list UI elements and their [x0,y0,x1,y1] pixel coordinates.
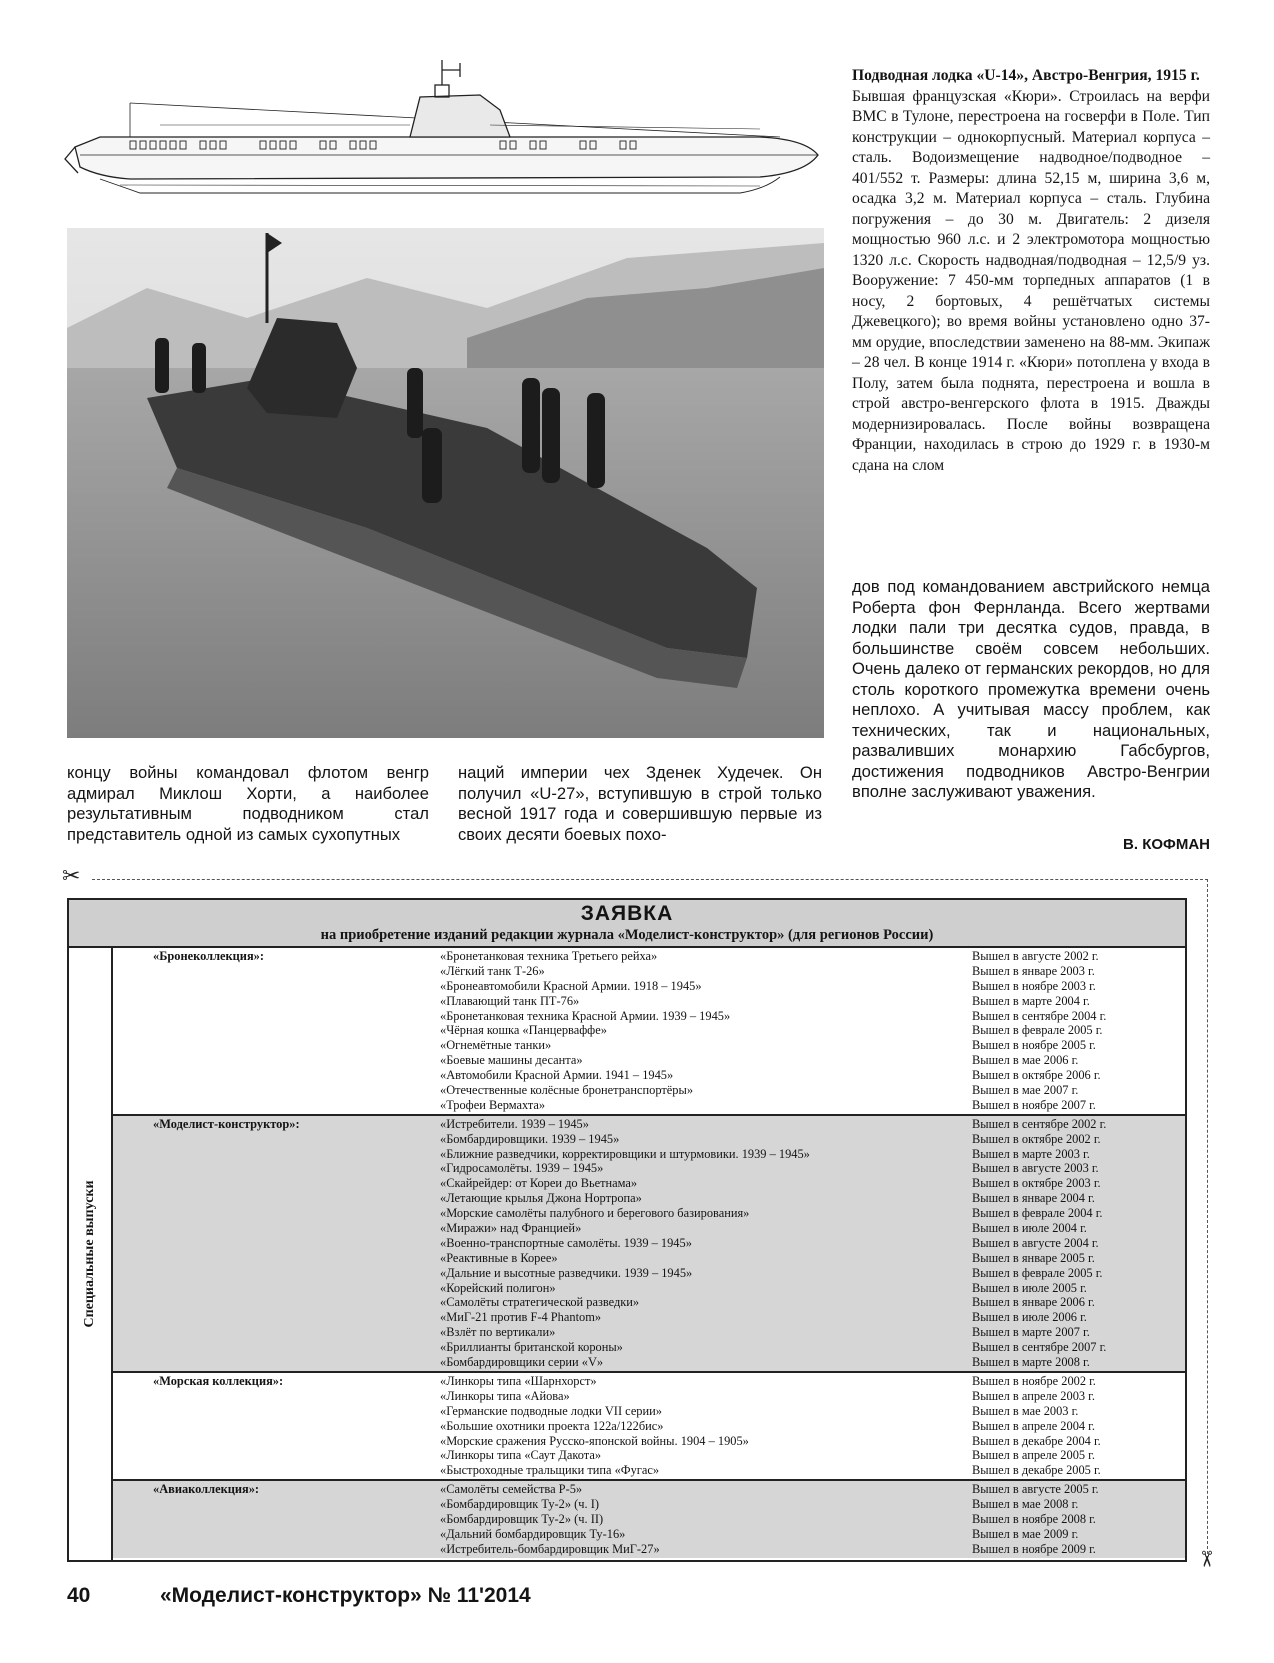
order-item-date: Вышел в декабре 2005 г. [972,1463,1101,1478]
order-section [113,1373,1185,1481]
article-author: В. КОФМАН [1123,836,1210,853]
order-item-row [113,979,1185,994]
order-item-row [113,1404,1185,1419]
order-item-date: Вышел в январе 2003 г. [972,963,1095,978]
cut-line [92,879,1208,880]
caption-title: Подводная лодка «U-14», Австро-Венгрия, 1915 г. [852,67,1200,84]
cut-line-vertical [1207,879,1208,1559]
order-item-row [113,1053,1185,1068]
order-item-date: Вышел в ноябре 2007 г. [972,1097,1096,1112]
order-item-title: «Бомбардировщик Ту-2» (ч. I) [440,1497,599,1512]
order-item-date: Вышел в октябре 2003 г. [972,1176,1101,1191]
order-item-row [113,1251,1185,1266]
order-item-title: «Самолёты семейства Р-5» [440,1482,583,1497]
order-item-title: «Германские подводные лодки VII серии» [440,1403,662,1418]
article-column-middle: наций империи чех Зденек Худечек. Он получил «U-27», вступившую в строй только весной 1917 года и совершившую первые из своих десяти боевых похо- [458,763,822,844]
article-column-right: дов под командованием австрийского немца Роберта фон Фернланда. Всего жертвами лодки пали три десятка судов, правда, в большинстве своём совсем небольших. Очень далеко от германских рекордов, но для столь короткого промежутка времени очень неплохо. А учитывая массу проблем, как технических, так и национальных, разваливших монархию Габсбургов, достижения подводников Австро-Венгрии вполне заслуживают уважения. [852,577,1210,801]
order-section [113,948,1185,1116]
order-item-title: «Корейский полигон» [440,1280,556,1295]
order-item-date: Вышел в марте 2003 г. [972,1146,1090,1161]
order-item-title: «Трофеи Вермахта» [440,1097,546,1112]
order-item-date: Вышел в сентябре 2007 г. [972,1340,1107,1355]
order-item-date: Вышел в июле 2006 г. [972,1310,1087,1325]
order-form-header [69,900,1185,948]
submarine-side-view-drawing [60,55,830,215]
submarine-photo [67,228,824,738]
order-item-date: Вышел в августе 2003 г. [972,1161,1099,1176]
order-item-date: Вышел в мае 2006 г. [972,1053,1079,1068]
photo-caption [852,66,1210,476]
order-item-date: Вышел в августе 2002 г. [972,949,1099,963]
order-item-title: «Ближние разведчики, корректировщики и штурмовики. 1939 – 1945» [440,1146,810,1161]
order-item-date: Вышел в ноябре 2009 г. [972,1541,1096,1556]
order-item-date: Вышел в мае 2003 г. [972,1403,1079,1418]
order-item-title: «Бомбардировщик Ту-2» (ч. II) [440,1511,604,1526]
order-item-title: «МиГ-21 против F-4 Phantom» [440,1310,602,1325]
order-item-date: Вышел в апреле 2003 г. [972,1388,1095,1403]
order-item-row [113,1419,1185,1434]
order-item-row [113,1295,1185,1310]
order-item-date: Вышел в мае 2009 г. [972,1526,1079,1541]
order-item-title: «Бомбардировщики серии «V» [440,1355,604,1370]
scissors-icon: ✂ [1193,1549,1219,1569]
order-item-row [113,1542,1185,1557]
order-item-date: Вышел в феврале 2005 г. [972,1265,1103,1280]
order-section-name: «Моделист-конструктор»: [153,1116,300,1131]
order-item-date: Вышел в феврале 2005 г. [972,1023,1103,1038]
order-item-row [113,1083,1185,1098]
order-section [113,1116,1185,1373]
order-item-row [113,949,1185,964]
order-item-row [113,1527,1185,1542]
order-item-title: «Линкоры типа «Айова» [440,1388,570,1403]
order-item-title: «Морские сражения Русско-японской войны. 1904 – 1905» [440,1433,749,1448]
order-item-row [113,1281,1185,1296]
order-item-title: «Бронеавтомобили Красной Армии. 1918 – 1945» [440,978,702,993]
order-item-title: «Лёгкий танк Т-26» [440,963,545,978]
order-item-title: «Линкоры типа «Саут Дакота» [440,1448,602,1463]
order-item-date: Вышел в феврале 2004 г. [972,1206,1103,1221]
order-item-title: «Бронетанковая техника Красной Армии. 1939 – 1945» [440,1008,731,1023]
order-item-title: «Бронетанковая техника Третьего рейха» [440,949,658,963]
article-column-left: концу войны командовал флотом венгр адмирал Миклош Хорти, а наиболее результативным подводником стал представитель одной из самых сухопутных [67,763,429,844]
order-item-date: Вышел в августе 2004 г. [972,1235,1099,1250]
order-item-row [113,1448,1185,1463]
order-item-date: Вышел в ноябре 2002 г. [972,1373,1096,1388]
order-form [67,898,1187,1562]
order-item-row [113,1023,1185,1038]
order-item-title: «Огнемётные танки» [440,1038,552,1053]
order-item-date: Вышел в апреле 2004 г. [972,1418,1095,1433]
order-item-title: «Автомобили Красной Армии. 1941 – 1945» [440,1068,674,1083]
order-item-date: Вышел в марте 2007 г. [972,1325,1090,1340]
order-section-name: «Морская коллекция»: [153,1373,284,1388]
order-item-title: «Дальние и высотные разведчики. 1939 – 1945» [440,1265,693,1280]
order-item-row [113,964,1185,979]
order-item-title: «Дальний бомбардировщик Ту-16» [440,1526,626,1541]
order-item-row [113,1374,1185,1389]
order-form-title: ЗАЯВКА [580,902,674,925]
order-form-subtitle: на приобретение изданий редакции журнала «Моделист-конструктор» (для регионов России) [320,927,934,943]
order-item-date: Вышел в июле 2005 г. [972,1280,1087,1295]
order-item-title: «Истребитель-бомбардировщик МиГ-27» [440,1541,660,1556]
order-item-date: Вышел в марте 2004 г. [972,993,1090,1008]
order-item-date: Вышел в марте 2008 г. [972,1355,1090,1370]
order-item-date: Вышел в октябре 2006 г. [972,1068,1101,1083]
order-form-sections [113,948,1185,1560]
order-item-row [113,1221,1185,1236]
order-section [113,1481,1185,1557]
order-item-date: Вышел в ноябре 2008 г. [972,1511,1096,1526]
order-item-row [113,1310,1185,1325]
order-form-side-label [69,948,113,1560]
side-label-text: Специальные выпуски [82,1180,97,1328]
order-item-row [113,1434,1185,1449]
order-item-date: Вышел в августе 2005 г. [972,1482,1099,1497]
page-number: 40 [67,1584,91,1607]
order-item-row [113,1038,1185,1053]
caption-text: Бывшая французская «Кюри». Строилась на верфи ВМС в Тулоне, перестроена на госверфи в Поле. Тип конструкции – однокорпусный. Материал корпуса – сталь. Водоизмещение надводное/подводное – 401/552 т. Размеры: длина 52,15 м, ширина 3,6 м, осадка 3,2 м. Материал корпуса – сталь. Глубина погружения – до 30 м. Двигатель: 2 дизеля мощностью 960 л.с. и 2 электромотора мощностью 1320 л.с. Скорость надводная/подводная – 12,5/9 уз. Вооружение: 7 450-мм торпедных аппаратов (1 в носу, 2 бортовых, 4 решётчатых системы Джевецкого); во время войны установлено одно 37-мм орудие, впоследствии заменено на 88-мм. Экипаж – 28 чел. В конце 1914 г. «Кюри» потоплена у входа в Полу, затем была поднята, перестроена и вошла в строй австро-венгерского флота в 1915. Дважды модернизировалась. После войны возвращена Франции, находилась в строю до 1929 г. в 1930-м сдана на слом [852,87,1210,474]
order-item-title: «Бомбардировщики. 1939 – 1945» [440,1131,620,1146]
order-item-title: «Быстроходные тральщики типа «Фугас» [440,1463,660,1478]
order-item-row [113,1068,1185,1083]
order-item-date: Вышел в сентябре 2002 г. [972,1116,1107,1131]
order-item-row [113,1176,1185,1191]
order-item-row [113,1161,1185,1176]
order-item-date: Вышел в июле 2004 г. [972,1221,1087,1236]
order-item-date: Вышел в январе 2004 г. [972,1191,1095,1206]
order-item-date: Вышел в январе 2005 г. [972,1250,1095,1265]
order-item-title: «Чёрная кошка «Панцерваффе» [440,1023,607,1038]
order-item-row [113,1147,1185,1162]
order-item-title: «Реактивные в Корее» [440,1250,558,1265]
order-item-title: «Гидросамолёты. 1939 – 1945» [440,1161,604,1176]
order-item-row [113,1497,1185,1512]
order-item-row [113,1117,1185,1132]
order-item-title: «Отечественные колёсные бронетранспортёры» [440,1083,694,1098]
order-item-date: Вышел в апреле 2005 г. [972,1448,1095,1463]
order-item-title: «Скайрейдер: от Кореи до Вьетнама» [440,1176,638,1191]
order-item-date: Вышел в сентябре 2004 г. [972,1008,1107,1023]
order-item-date: Вышел в декабре 2004 г. [972,1433,1101,1448]
order-item-row [113,1389,1185,1404]
order-item-title: «Истребители. 1939 – 1945» [440,1116,589,1131]
order-item-row [113,1482,1185,1497]
order-item-title: «Летающие крылья Джона Нортропа» [440,1191,642,1206]
order-item-row [113,1355,1185,1370]
scissors-icon: ✂ [62,864,81,889]
order-item-row [113,994,1185,1009]
order-item-row [113,1512,1185,1527]
order-item-row [113,1132,1185,1147]
order-item-row [113,1009,1185,1024]
order-item-title: «Бриллианты британской короны» [440,1340,623,1355]
order-item-title: «Боевые машины десанта» [440,1053,583,1068]
order-section-name: «Авиаколлекция»: [153,1482,260,1497]
order-item-row [113,1463,1185,1478]
order-item-row [113,1206,1185,1221]
order-item-row [113,1266,1185,1281]
order-item-title: «Морские самолёты палубного и берегового базирования» [440,1206,750,1221]
journal-title: «Моделист-конструктор» № 11'2014 [160,1584,531,1607]
order-item-title: «Военно-транспортные самолёты. 1939 – 1945» [440,1235,692,1250]
order-item-date: Вышел в октябре 2002 г. [972,1131,1101,1146]
order-item-date: Вышел в январе 2006 г. [972,1295,1095,1310]
order-item-title: «Линкоры типа «Шарнхорст» [440,1373,597,1388]
order-item-title: «Плавающий танк ПТ-76» [440,993,580,1008]
order-item-date: Вышел в ноябре 2003 г. [972,978,1096,993]
order-item-title: «Миражи» над Францией» [440,1221,582,1236]
order-item-date: Вышел в мае 2008 г. [972,1497,1079,1512]
order-section-name: «Бронеколлекция»: [153,949,264,963]
order-item-row [113,1098,1185,1113]
order-item-date: Вышел в ноябре 2005 г. [972,1038,1096,1053]
order-item-row [113,1340,1185,1355]
order-item-row [113,1325,1185,1340]
order-item-row [113,1236,1185,1251]
order-item-title: «Большие охотники проекта 122а/122бис» [440,1418,664,1433]
order-item-row [113,1191,1185,1206]
order-item-title: «Самолёты стратегической разведки» [440,1295,640,1310]
order-item-title: «Взлёт по вертикали» [440,1325,556,1340]
order-item-date: Вышел в мае 2007 г. [972,1083,1079,1098]
